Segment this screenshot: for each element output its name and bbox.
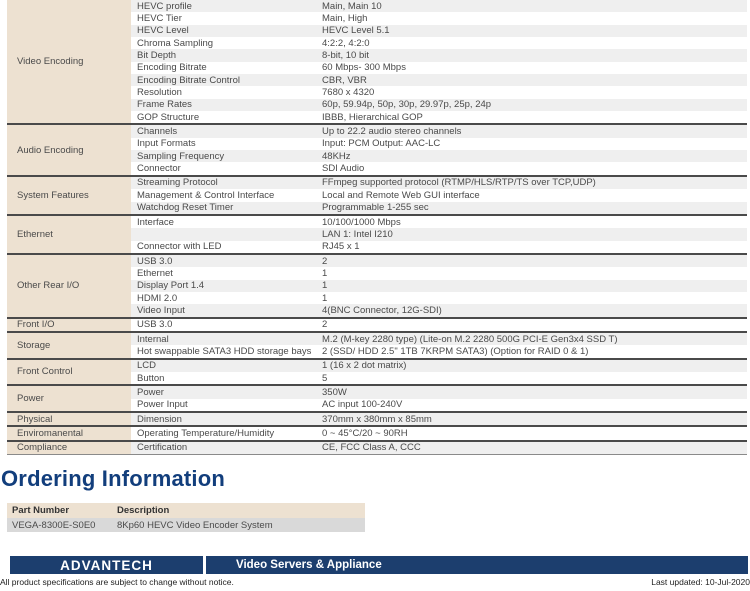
spec-attribute: Power: [137, 386, 164, 398]
spec-row: [131, 267, 747, 279]
category-label: Enviromanental: [7, 427, 131, 439]
category-label: Storage: [7, 333, 131, 358]
spec-value: 7680 x 4320: [322, 87, 375, 99]
spec-section-audio-encoding: [7, 123, 747, 174]
spec-value: 10/100/1000 Mbps: [322, 216, 401, 228]
section-rows: [131, 177, 747, 214]
spec-attribute: Power Input: [137, 399, 188, 411]
spec-value: Programmable 1-255 sec: [322, 202, 429, 214]
spec-section-other-rear-i-o: [7, 253, 747, 317]
spec-attribute: HEVC profile: [137, 0, 192, 12]
section-rows: [131, 125, 747, 174]
spec-row: [131, 12, 747, 24]
spec-row: [131, 125, 747, 137]
footer-category-title: Video Servers & Appliance: [236, 559, 382, 571]
spec-row: [131, 189, 747, 201]
spec-row: [131, 62, 747, 74]
spec-row: [131, 0, 747, 12]
spec-attribute: Input Formats: [137, 138, 196, 150]
category-label: Power: [7, 386, 131, 411]
spec-section-enviromanental: [7, 425, 747, 439]
spec-attribute: Bit Depth: [137, 50, 177, 62]
last-updated-text: Last updated: 10-Jul-2020: [651, 577, 750, 587]
spec-attribute: Dimension: [137, 413, 182, 425]
spec-attribute: USB 3.0: [137, 319, 173, 331]
spec-value: 5: [322, 372, 328, 384]
spec-section-physical: [7, 411, 747, 425]
spec-value: 2 (SSD/ HDD 2.5" 1TB 7KRPM SATA3) (Option for RAID 0 & 1): [322, 345, 589, 357]
spec-attribute: HDMI 2.0: [137, 292, 178, 304]
spec-section-front-i-o: [7, 317, 747, 331]
spec-value: RJ45 x 1: [322, 241, 360, 253]
spec-row: [131, 150, 747, 162]
footer-note: [0, 577, 750, 587]
spec-row: [131, 360, 747, 372]
spec-attribute: GOP Structure: [137, 111, 200, 123]
spec-section-video-encoding: [7, 0, 747, 123]
spec-value: LAN 1: Intel I210: [322, 228, 393, 240]
spec-value: 0 ~ 45°C/20 ~ 90RH: [322, 428, 408, 440]
spec-row: [131, 202, 747, 214]
spec-value: IBBB, Hierarchical GOP: [322, 111, 423, 123]
spec-attribute: Encoding Bitrate: [137, 62, 207, 74]
footer-brand-bar: [10, 556, 748, 574]
spec-section-front-control: [7, 358, 747, 385]
spec-attribute: Frame Rates: [137, 99, 192, 111]
spec-attribute: Chroma Sampling: [137, 37, 214, 49]
spec-attribute: Connector with LED: [137, 241, 222, 253]
advantech-logo: ADVANTECH: [60, 557, 153, 573]
spec-section-system-features: [7, 175, 747, 214]
spec-value: CE, FCC Class A, CCC: [322, 442, 421, 454]
category-label: Front Control: [7, 360, 131, 385]
spec-row: [131, 319, 747, 331]
spec-row: [131, 241, 747, 253]
section-rows: [131, 427, 747, 439]
part-number-cell: VEGA-8300E-S0E0: [12, 519, 96, 531]
spec-value: CBR, VBR: [322, 74, 367, 86]
spec-attribute: Connector: [137, 163, 181, 175]
spec-attribute: Sampling Frequency: [137, 150, 225, 162]
spec-row: [131, 280, 747, 292]
spec-row: [131, 74, 747, 86]
spec-attribute: Channels: [137, 126, 178, 138]
spec-attribute: Interface: [137, 216, 174, 228]
spec-attribute: Certification: [137, 442, 188, 454]
spec-row: [131, 228, 747, 240]
spec-attribute: Streaming Protocol: [137, 177, 218, 189]
ordering-table-header: [7, 503, 365, 518]
section-rows: [131, 319, 747, 331]
spec-value: 350W: [322, 386, 347, 398]
description-cell: 8Kp60 HEVC Video Encoder System: [117, 519, 273, 531]
spec-value: Main, High: [322, 13, 368, 25]
spec-row: [131, 162, 747, 174]
spec-attribute: Display Port 1.4: [137, 280, 205, 292]
spec-attribute: Internal: [137, 333, 169, 345]
spec-value: M.2 (M-key 2280 type) (Lite-on M.2 2280 500G PCI-E Gen3x4 SSD T): [322, 333, 618, 345]
spec-row: [131, 427, 747, 439]
spec-value: 4:2:2, 4:2:0: [322, 37, 370, 49]
section-rows: [131, 413, 747, 425]
spec-attribute: Resolution: [137, 87, 182, 99]
spec-attribute: Hot swappable SATA3 HDD storage bays: [137, 345, 312, 357]
spec-value: 1: [322, 280, 328, 292]
spec-attribute: Ethernet: [137, 267, 173, 279]
spec-row: [131, 25, 747, 37]
spec-value: 60p, 59.94p, 50p, 30p, 29.97p, 25p, 24p: [322, 99, 492, 111]
spec-row: [131, 49, 747, 61]
spec-row: [131, 99, 747, 111]
category-label: Ethernet: [7, 216, 131, 253]
category-label: Front I/O: [7, 319, 131, 331]
spec-section-compliance: [7, 440, 747, 454]
spec-attribute: LCD: [137, 360, 157, 372]
disclaimer-text: All product specifications are subject to change without notice.: [0, 577, 234, 587]
spec-value: 1: [322, 267, 328, 279]
category-label: Other Rear I/O: [7, 255, 131, 317]
section-rows: [131, 360, 747, 385]
spec-row: [131, 255, 747, 267]
spec-row: [131, 386, 747, 398]
spec-value: 1: [322, 292, 328, 304]
spec-value: Local and Remote Web GUI interface: [322, 189, 480, 201]
spec-value: 370mm x 380mm x 85mm: [322, 413, 432, 425]
category-label: Video Encoding: [7, 0, 131, 123]
spec-attribute: HEVC Tier: [137, 13, 182, 25]
spec-row: [131, 399, 747, 411]
spec-value: 1 (16 x 2 dot matrix): [322, 360, 407, 372]
spec-value: SDI Audio: [322, 163, 365, 175]
category-label: Physical: [7, 413, 131, 425]
spec-value: 8-bit, 10 bit: [322, 50, 369, 62]
spec-attribute: HEVC Level: [137, 25, 189, 37]
spec-value: Main, Main 10: [322, 0, 382, 12]
spec-table: [7, 0, 747, 455]
spec-value: 2: [322, 319, 328, 331]
spec-value: AC input 100-240V: [322, 399, 403, 411]
spec-attribute: Operating Temperature/Humidity: [137, 428, 275, 440]
spec-attribute: Video Input: [137, 304, 185, 316]
spec-row: [131, 442, 747, 454]
spec-row: [131, 372, 747, 384]
spec-value: Up to 22.2 audio stereo channels: [322, 126, 462, 138]
ordering-table-row: [7, 518, 365, 532]
spec-attribute: Management & Control Interface: [137, 189, 275, 201]
spec-value: 2: [322, 255, 328, 267]
spec-section-storage: [7, 331, 747, 358]
spec-row: [131, 413, 747, 425]
spec-value: HEVC Level 5.1: [322, 25, 390, 37]
spec-attribute: Watchdog Reset Timer: [137, 202, 234, 214]
section-rows: [131, 386, 747, 411]
spec-section-power: [7, 384, 747, 411]
spec-row: [131, 138, 747, 150]
spec-section-ethernet: [7, 214, 747, 253]
spec-attribute: Encoding Bitrate Control: [137, 74, 240, 86]
spec-row: [131, 345, 747, 357]
section-rows: [131, 442, 747, 454]
description-header: Description: [117, 505, 170, 516]
category-label: Compliance: [7, 442, 131, 454]
section-rows: [131, 216, 747, 253]
spec-value: FFmpeg supported protocol (RTMP/HLS/RTP/TS over TCP,UDP): [322, 177, 596, 189]
spec-value: 4(BNC Connector, 12G-SDI): [322, 304, 442, 316]
spec-row: [131, 333, 747, 345]
spec-row: [131, 86, 747, 98]
category-label: Audio Encoding: [7, 125, 131, 174]
ordering-information-heading: Ordering Information: [1, 466, 225, 491]
section-rows: [131, 0, 747, 123]
spec-value: Input: PCM Output: AAC-LC: [322, 138, 441, 150]
spec-row: [131, 292, 747, 304]
spec-row: [131, 177, 747, 189]
spec-value: 48KHz: [322, 150, 351, 162]
ordering-table: [7, 503, 365, 532]
spec-attribute: Button: [137, 372, 165, 384]
part-number-header: Part Number: [12, 505, 70, 516]
spec-row: [131, 216, 747, 228]
section-rows: [131, 255, 747, 317]
spec-row: [131, 37, 747, 49]
spec-row: [131, 304, 747, 316]
spec-value: 60 Mbps- 300 Mbps: [322, 62, 406, 74]
category-label: System Features: [7, 177, 131, 214]
spec-row: [131, 111, 747, 123]
section-rows: [131, 333, 747, 358]
spec-attribute: USB 3.0: [137, 255, 173, 267]
